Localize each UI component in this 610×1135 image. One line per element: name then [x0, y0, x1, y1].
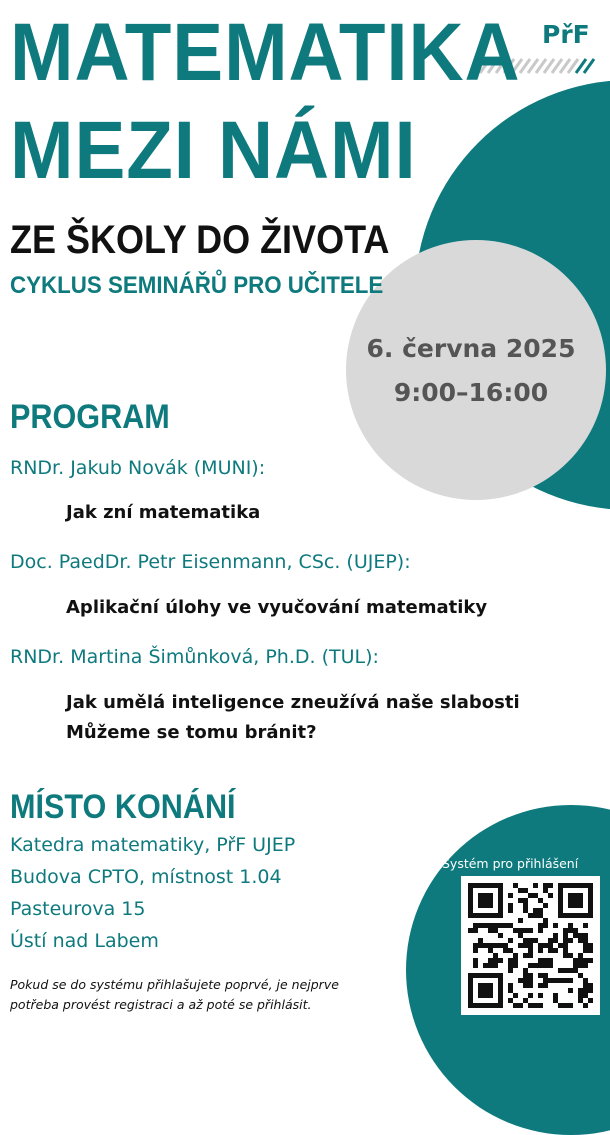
event-date: 6. června 2025 [366, 334, 576, 363]
date-circle [346, 240, 606, 500]
venue-line-3: Pasteurova 15 [10, 898, 146, 920]
speaker-3: RNDr. Martina Šimůnková, Ph.D. (TUL): [10, 646, 379, 668]
title-line-2: MEZI NÁMI [10, 105, 417, 196]
registration-note-line-1: Pokud se do systému přihlašujete poprvé, je nejprve [10, 977, 339, 992]
venue-line-1: Katedra matematiky, PřF UJEP [10, 834, 296, 856]
program-heading: PROGRAM [10, 398, 170, 436]
faculty-logo [542, 20, 590, 49]
qr-code-icon [461, 876, 600, 1015]
registration-label: Systém pro přihlášení [442, 856, 579, 871]
venue-heading: MÍSTO KONÁNÍ [10, 788, 236, 826]
speaker-1: RNDr. Jakub Novák (MUNI): [10, 457, 266, 479]
qr-code[interactable] [461, 876, 600, 1015]
talk-2-line-1: Aplikační úlohy ve vyučování matematiky [66, 597, 488, 618]
event-time: 9:00–16:00 [393, 378, 549, 407]
talk-3-line-2: Můžeme se tomu bránit? [66, 722, 317, 743]
speaker-2: Doc. PaedDr. Petr Eisenmann, CSc. (UJEP): [10, 551, 411, 573]
series-label: CYKLUS SEMINÁŘŮ PRO UČITELE [10, 272, 384, 299]
subtitle: ZE ŠKOLY DO ŽIVOTA [10, 218, 390, 262]
venue-line-4: Ústí nad Labem [10, 930, 159, 952]
title-line-1: MATEMATIKA [10, 7, 521, 98]
venue-line-2: Budova CPTO, místnost 1.04 [10, 866, 282, 888]
registration-note-line-2: potřeba provést registraci a až poté se přihlásit. [10, 997, 312, 1012]
talk-3-line-1: Jak umělá inteligence zneužívá naše slabosti [66, 692, 520, 713]
talk-1-line-1: Jak zní matematika [66, 502, 261, 523]
logo-text: PřF [542, 20, 590, 49]
